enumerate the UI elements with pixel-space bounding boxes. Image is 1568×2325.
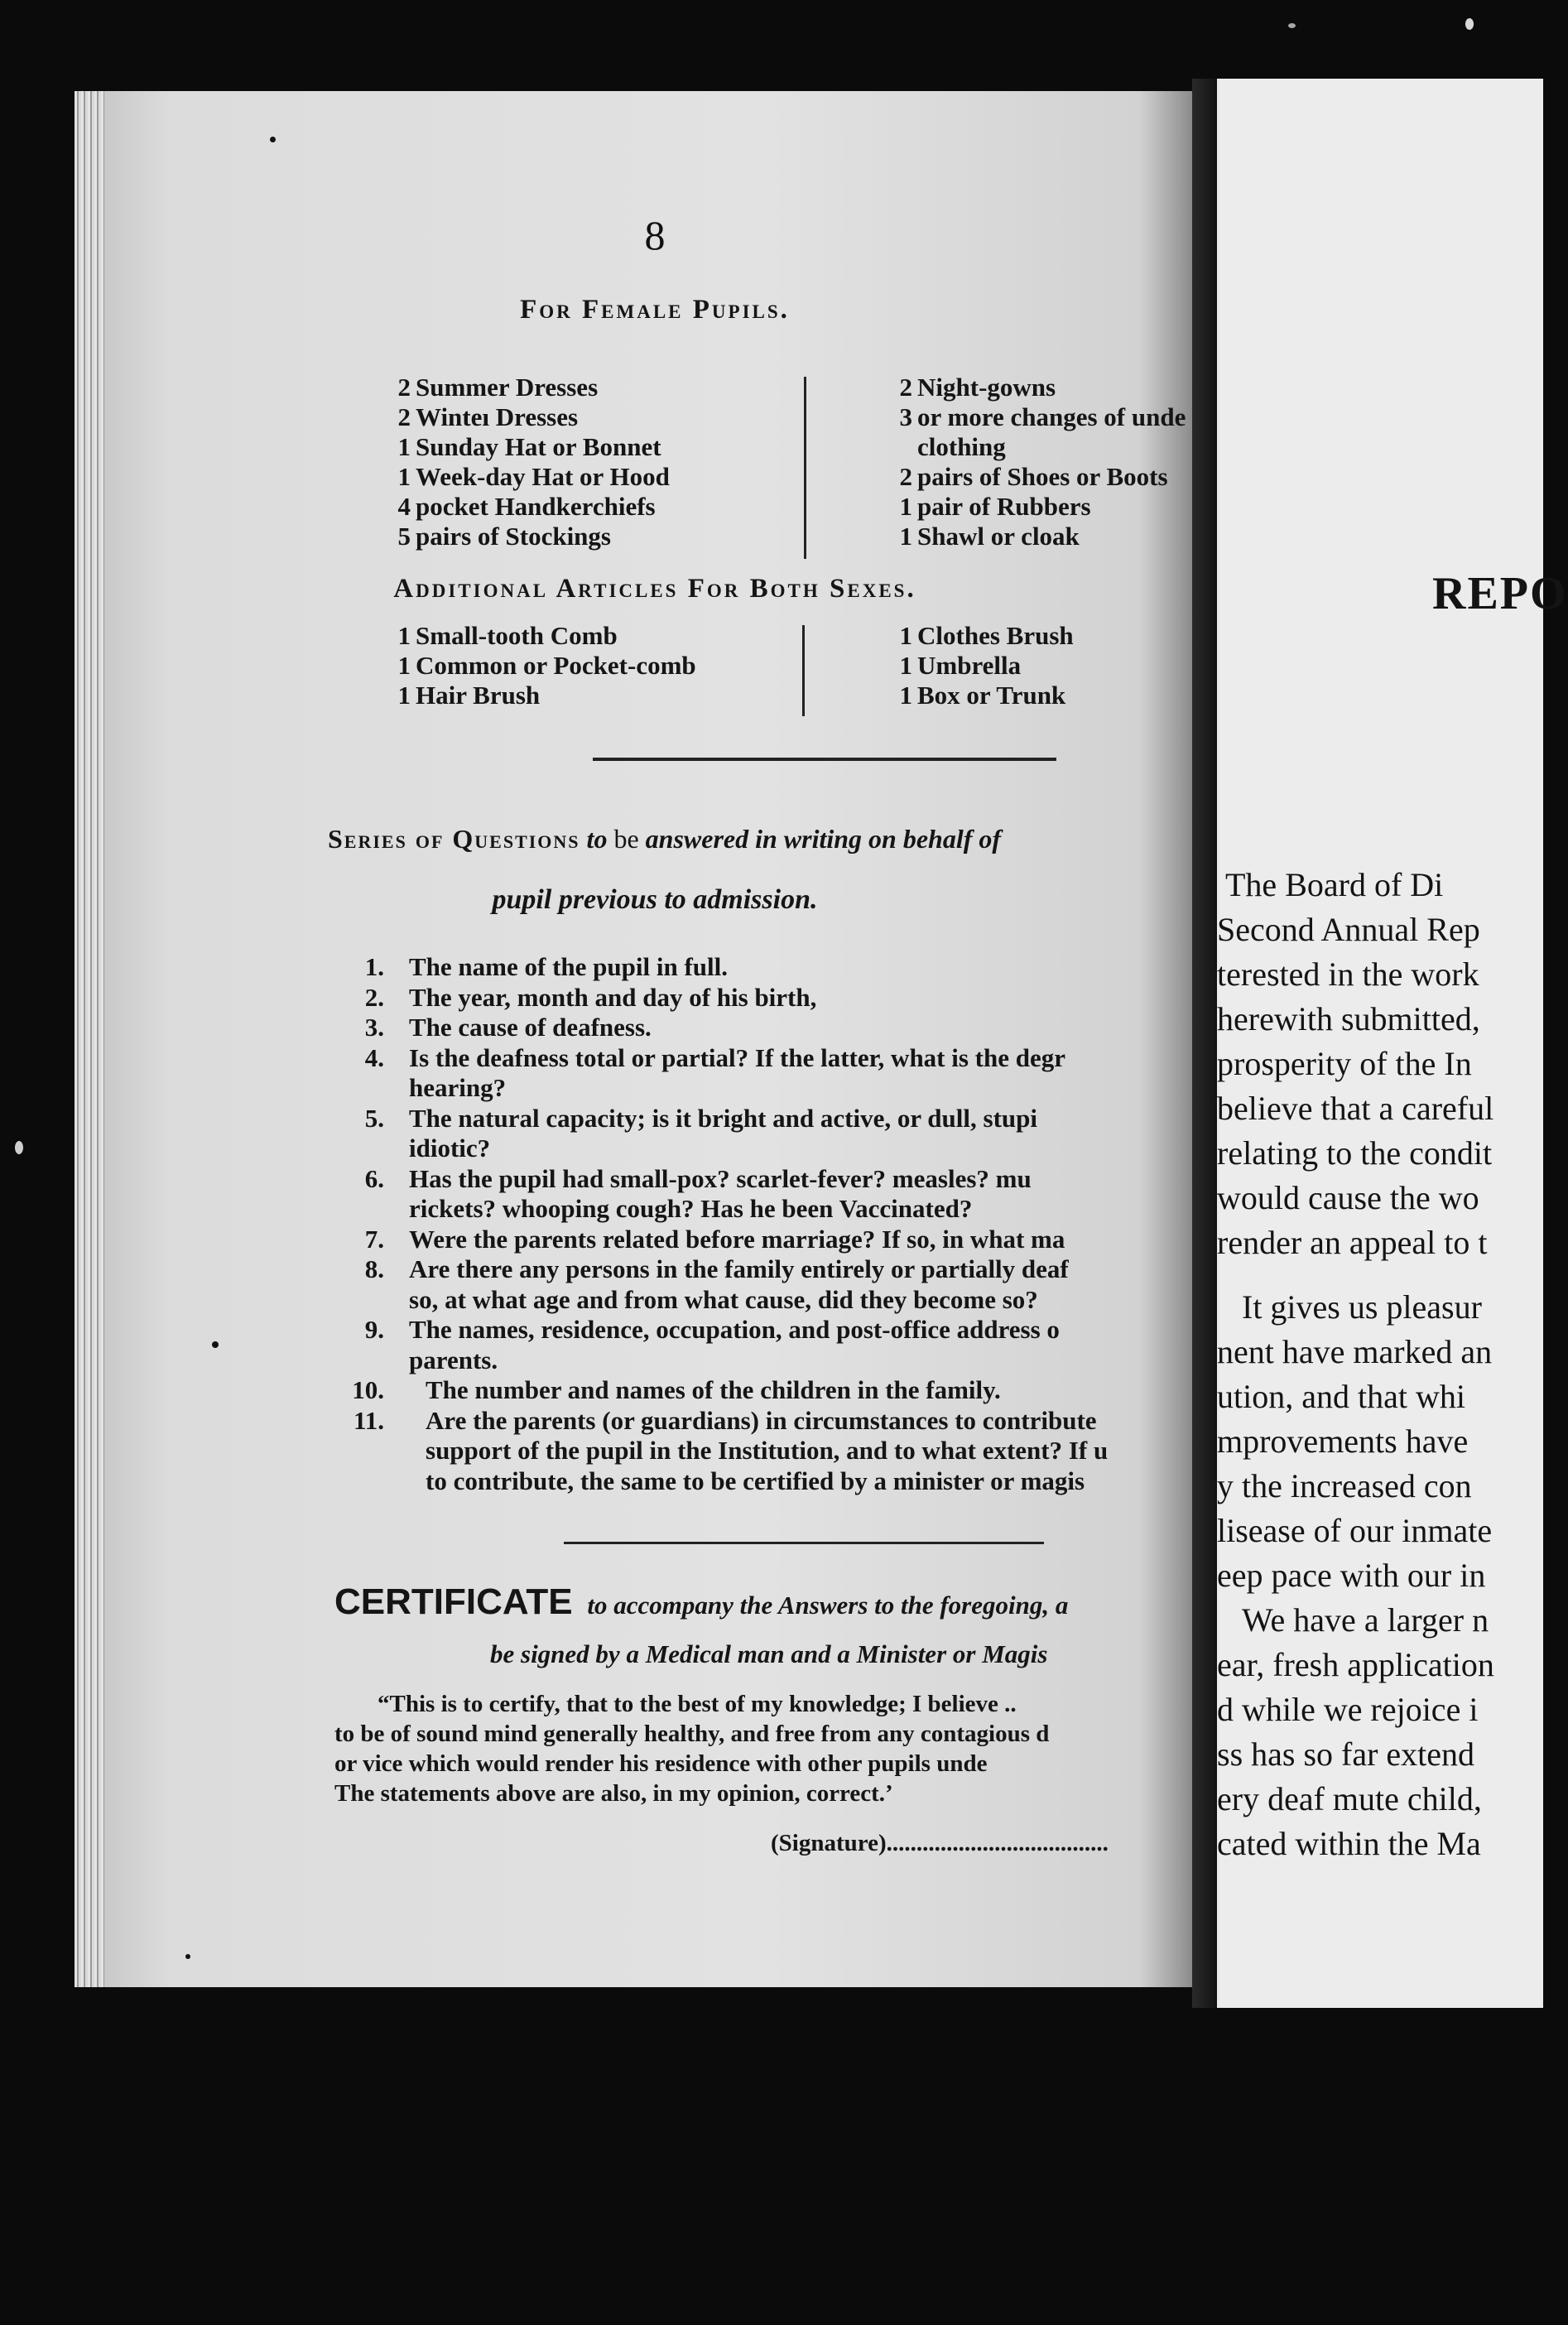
question-number: 4.	[364, 1042, 384, 1072]
item-quantity: 1	[397, 651, 411, 680]
item-quantity: 1	[397, 621, 411, 650]
right-page-line: d while we rejoice i	[1217, 1691, 1479, 1728]
scan-speck	[1465, 18, 1474, 30]
item-quantity: 2	[899, 462, 912, 491]
questions-heading-rest: answered in writing on behalf of	[645, 824, 1002, 854]
question-text: The names, residence, occupation, and post-office address o	[409, 1315, 1060, 1344]
right-page-line: believe that a careful	[1217, 1090, 1494, 1127]
right-page-line: terested in the work	[1217, 956, 1479, 993]
right-page-line: would cause the wo	[1217, 1179, 1479, 1216]
column-divider	[804, 377, 806, 559]
item-quantity: 5	[397, 522, 411, 551]
item-label: Summer Dresses	[416, 373, 599, 402]
female-pupils-heading: For Female Pupils.	[520, 295, 790, 325]
signature-line: (Signature).....................................	[771, 1830, 1109, 1856]
question-number: 9.	[364, 1315, 384, 1344]
certificate-subtitle-line2: be signed by a Medical man and a Minister or Magis	[490, 1639, 1048, 1668]
item-label: or more changes of unde	[917, 402, 1186, 431]
item-label: Small-tooth Comb	[416, 621, 618, 650]
item-label: Umbrella	[917, 651, 1022, 680]
question-text: parents.	[409, 1345, 498, 1374]
right-page-line: nent have marked an	[1217, 1333, 1493, 1370]
item-quantity: 2	[397, 373, 411, 402]
additional-articles-heading: Additional Articles For Both Sexes.	[393, 574, 916, 604]
right-page-line: ss has so far extend	[1217, 1735, 1475, 1773]
item-label: Shawl or cloak	[917, 522, 1080, 551]
section-rule	[564, 1542, 1044, 1544]
right-page-line: relating to the condit	[1217, 1134, 1493, 1172]
certificate-title: CERTIFICATE	[334, 1581, 573, 1622]
question-text: Has the pupil had small-pox? scarlet-fever? measles? mu	[409, 1163, 1032, 1193]
right-page-line: Second Annual Rep	[1217, 911, 1480, 948]
question-text: so, at what age and from what cause, did they become so?	[409, 1284, 1038, 1314]
question-text: The year, month and day of his birth,	[409, 982, 817, 1012]
right-page-line: mprovements have	[1217, 1422, 1469, 1460]
item-label: Week-day Hat or Hood	[416, 462, 670, 491]
question-number: 8.	[364, 1254, 384, 1283]
item-label: pocket Handkerchiefs	[416, 492, 656, 521]
question-text: Is the deafness total or partial? If the latter, what is the degr	[409, 1042, 1066, 1072]
question-text: The number and names of the children in the family.	[426, 1375, 1001, 1404]
questions-heading-title: Series of Questions	[328, 824, 580, 854]
question-text: to contribute, the same to be certified by a minister or magis	[426, 1466, 1085, 1495]
item-quantity: 3	[899, 402, 912, 431]
certificate-line: to be of sound mind generally healthy, and free from any contagious d	[334, 1721, 1050, 1747]
ink-speck	[212, 1341, 219, 1348]
item-quantity: 1	[397, 462, 411, 491]
question-number: 3.	[364, 1013, 384, 1042]
column-divider	[802, 625, 805, 716]
item-quantity: 1	[899, 522, 912, 551]
question-text: rickets? whooping cough? Has he been Vaccinated?	[409, 1194, 973, 1223]
item-label: pairs of Stockings	[416, 522, 611, 551]
item-label: Clothes Brush	[917, 621, 1074, 650]
right-page-line: lisease of our inmate	[1217, 1512, 1493, 1549]
question-text: Were the parents related before marriage? If so, in what ma	[409, 1224, 1065, 1254]
item-label: clothing	[917, 432, 1006, 461]
question-number: 1.	[364, 952, 384, 981]
questions-heading	[328, 824, 1001, 854]
item-quantity: 1	[899, 492, 912, 521]
item-quantity: 1	[397, 681, 411, 710]
right-page-heading: REPO	[1432, 568, 1568, 619]
item-label: pairs of Shoes or Boots	[917, 462, 1168, 491]
right-page-line: eep pace with our in	[1217, 1557, 1486, 1594]
right-page-line: It gives us pleasur	[1242, 1288, 1482, 1326]
question-number: 11.	[353, 1405, 384, 1435]
question-number: 10.	[352, 1375, 384, 1404]
certificate-line: or vice which would render his residence with other pupils unde	[334, 1750, 988, 1777]
right-page-line: ution, and that whi	[1217, 1378, 1465, 1415]
question-text: idiotic?	[409, 1134, 491, 1162]
item-quantity: 4	[397, 492, 411, 521]
item-label: Night-gowns	[917, 373, 1056, 402]
scan-speck	[1288, 23, 1296, 28]
certificate-line: “This is to certify, that to the best of my knowledge; I believe ..	[378, 1691, 1017, 1717]
right-page	[1217, 79, 1568, 2008]
question-text: The cause of deafness.	[409, 1013, 652, 1042]
item-label: Sunday Hat or Bonnet	[416, 432, 661, 461]
item-label: Common or Pocket-comb	[416, 651, 696, 680]
question-number: 7.	[364, 1224, 384, 1254]
certificate-heading	[334, 1581, 1068, 1623]
question-number: 2.	[364, 982, 384, 1012]
right-page-line: cated within the Ma	[1217, 1825, 1481, 1862]
question-text: Are the parents (or guardians) in circumstances to contribute	[426, 1405, 1097, 1435]
questions-heading-line2: pupil previous to admission.	[492, 884, 818, 915]
item-quantity: 2	[397, 402, 411, 431]
question-text: Are there any persons in the family entirely or partially deaf	[409, 1254, 1069, 1283]
questions-heading-to: to	[586, 824, 608, 854]
scan-speck	[15, 1141, 23, 1154]
page-edge-stack	[75, 91, 106, 1987]
ink-speck	[185, 1954, 190, 1959]
item-label: Winteı Dresses	[416, 402, 579, 431]
item-label: Hair Brush	[416, 681, 541, 710]
item-quantity: 1	[899, 651, 912, 680]
item-label: Box or Trunk	[917, 681, 1066, 710]
questions-heading-be: be	[613, 824, 639, 854]
right-page-line: We have a larger n	[1242, 1601, 1489, 1639]
item-quantity: 2	[899, 373, 912, 402]
right-page-line: herewith submitted,	[1217, 1000, 1480, 1037]
certificate-line: The statements above are also, in my opinion, correct.’	[334, 1780, 893, 1807]
question-text: The natural capacity; is it bright and active, or dull, stupi	[409, 1103, 1037, 1133]
item-quantity: 1	[899, 681, 912, 710]
question-number: 6.	[364, 1163, 384, 1193]
ink-speck	[270, 137, 276, 142]
item-quantity: 1	[899, 621, 912, 650]
question-text: hearing?	[409, 1073, 507, 1102]
right-page-line: ear, fresh application	[1217, 1646, 1494, 1683]
question-number: 5.	[364, 1103, 384, 1133]
question-text: support of the pupil in the Institution, and to what extent? If u	[426, 1436, 1109, 1465]
section-rule	[593, 758, 1056, 761]
right-page-line: render an appeal to t	[1217, 1224, 1488, 1261]
right-page-line: y the increased con	[1217, 1467, 1472, 1504]
right-page-line: The Board of Di	[1225, 866, 1444, 903]
certificate-subtitle: to accompany the Answers to the foregoing, a	[587, 1591, 1069, 1620]
item-label: pair of Rubbers	[917, 492, 1091, 521]
question-text: The name of the pupil in full.	[409, 952, 728, 981]
page-number: 8	[644, 212, 666, 258]
right-page-line: ery deaf mute child,	[1217, 1780, 1482, 1817]
right-page-line: prosperity of the In	[1217, 1045, 1472, 1082]
item-quantity: 1	[397, 432, 411, 461]
left-page	[104, 91, 1205, 1987]
